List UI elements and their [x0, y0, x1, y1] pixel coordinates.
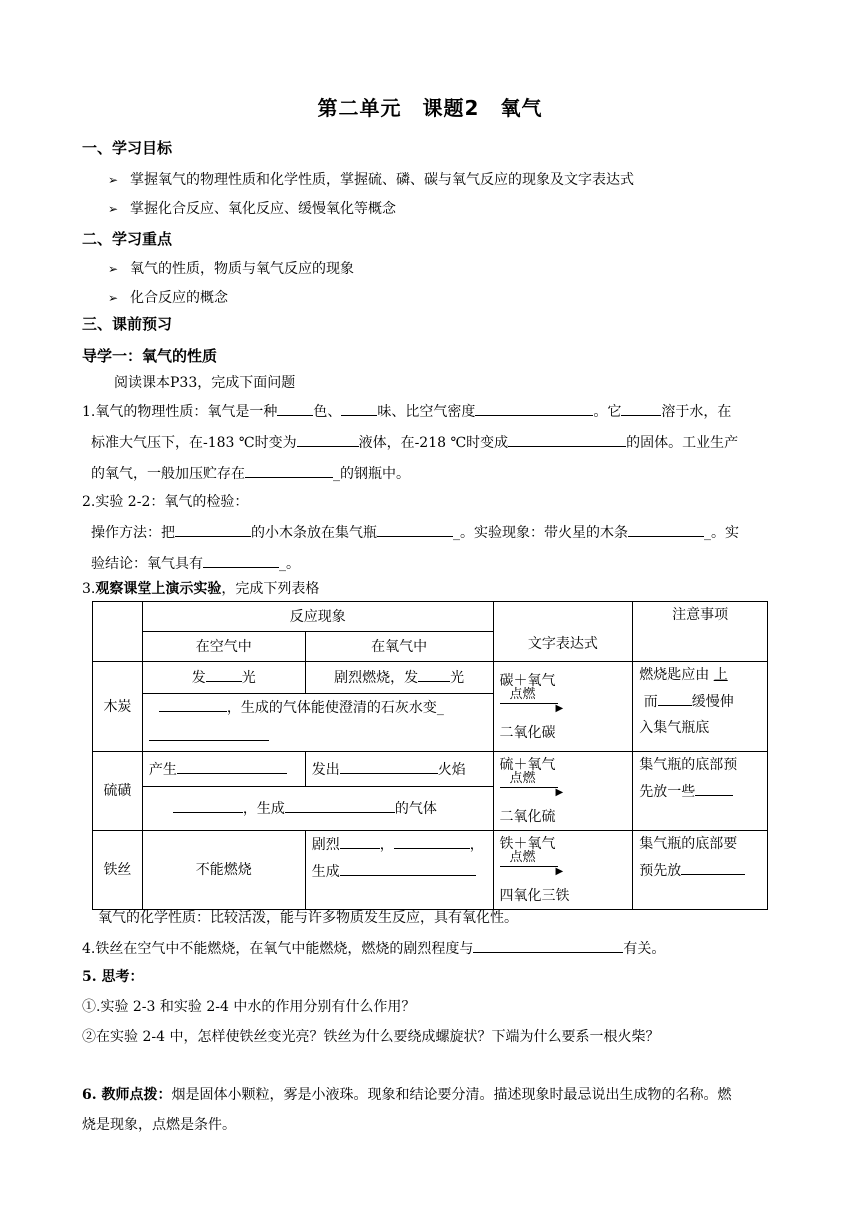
arrow-bullet-icon: ➢ [108, 291, 119, 305]
arrow-bullet-icon: ➢ [108, 173, 119, 187]
arrow-bullet-icon: ➢ [108, 262, 119, 276]
blank-iron-product[interactable] [340, 860, 476, 876]
blank-odor[interactable] [341, 400, 377, 416]
row-label-charcoal: 木炭 [93, 662, 143, 752]
iron-notes: 集气瓶的底部要 预先放 [633, 831, 768, 910]
blank-color[interactable] [277, 400, 313, 416]
section-heading-objectives: 一、学习目标 [82, 139, 173, 157]
header-equation: 文字表达式 [493, 602, 633, 662]
reaction-arrow-icon: 点燃 ▶ [500, 696, 570, 710]
reaction-arrow-icon: 点燃 ▶ [500, 780, 570, 794]
blank-conclusion[interactable] [203, 552, 279, 568]
blank-liquid[interactable] [297, 431, 359, 447]
question-4: 4.铁丝在空气中不能燃烧，在氧气中能燃烧，燃烧的剧烈程度与 有关。 [82, 937, 782, 960]
blank-charcoal-air-light[interactable] [206, 666, 242, 682]
header-phenomenon: 反应现象 [142, 602, 493, 632]
blank-charcoal-direction[interactable] [658, 690, 692, 706]
charcoal-air: 发 光 [142, 662, 305, 694]
blank-oxygen-concentration[interactable] [473, 937, 623, 953]
blank-charcoal-oxygen-light[interactable] [418, 666, 450, 682]
blank-sulfur-gas[interactable] [285, 797, 395, 813]
reading-instruction: 阅读课本P33，完成下面问题 [114, 375, 296, 391]
blank-phenomenon[interactable] [628, 521, 704, 537]
header-in-oxygen: 在氧气中 [305, 632, 493, 662]
blank-stick[interactable] [175, 521, 251, 537]
reaction-arrow-icon: 点燃 ▶ [500, 859, 570, 873]
charcoal-notes: 燃烧匙应由 上 而 缓慢伸 入集气瓶底 [633, 662, 768, 752]
keypoint-item-1: ➢ 氧气的性质，物质与氧气反应的现象 [108, 261, 354, 277]
objective-item-1: ➢ 掌握氧气的物理性质和化学性质，掌握硫、磷、碳与氧气反应的现象及文字表达式 [108, 172, 634, 188]
chemical-properties: 氧气的化学性质：比较活泼，能与许多物质发生反应，具有氧化性。 [98, 910, 518, 926]
question-2: 2.实验 2-2：氧气的检验： 操作方法：把 的小木条放在集气瓶 _。实验现象：带火星的木条 _。实 验结论：氧气具有 _。 [82, 494, 739, 572]
teacher-tips: 6. 教师点拨：烟是固体小颗粒，雾是小液珠。现象和结论要分清。描述现象时最忌说出生成物的名称。燃 烧是现象，点燃是条件。 [82, 1087, 732, 1133]
sulfur-equation: 硫＋氧气 点燃 ▶ 二氧化硫 [493, 752, 633, 831]
charcoal-equation: 碳＋氧气 点燃 ▶ 二氧化碳 [493, 662, 633, 752]
blank-position[interactable] [377, 521, 453, 537]
blank-iron-water[interactable] [681, 859, 745, 875]
blank-solubility[interactable] [621, 400, 661, 416]
header-notes: 注意事项 [633, 602, 768, 662]
blank-iron-combustion[interactable] [340, 833, 380, 849]
guide-heading: 导学一：氧气的性质 [82, 347, 218, 365]
blank-sulfur-heat[interactable] [173, 797, 243, 813]
arrow-bullet-icon: ➢ [108, 202, 119, 216]
keypoint-item-2: ➢ 化合反应的概念 [108, 290, 228, 306]
header-in-air: 在空气中 [142, 632, 305, 662]
page-title: 第二单元 课题2 氧气 [317, 96, 543, 120]
blank-cylinder[interactable] [245, 462, 333, 478]
sulfur-oxygen: 发出 火焰 [305, 752, 493, 787]
question-5-item-1: ①.实验 2-3 和实验 2-4 中水的作用分别有什么作用？ [82, 999, 416, 1015]
section-heading-preview: 三、课前预习 [82, 315, 173, 333]
iron-air: 不能燃烧 [142, 831, 305, 910]
section-heading-keypoints: 二、学习重点 [82, 230, 173, 248]
row-label-iron: 铁丝 [93, 831, 143, 910]
blank-charcoal-limewater[interactable] [149, 725, 269, 741]
sulfur-notes: 集气瓶的底部预 先放一些 [633, 752, 768, 831]
experiment-table [92, 601, 768, 910]
charcoal-oxygen: 剧烈燃烧，发 光 [305, 662, 493, 694]
blank-sulfur-oxygen-flame[interactable] [340, 758, 438, 774]
sulfur-common: ，生成 的气体 [142, 787, 493, 831]
iron-equation: 铁＋氧气 点燃 ▶ 四氧化三铁 [493, 831, 633, 910]
table-corner [93, 602, 143, 662]
blank-iron-sparks[interactable] [394, 833, 470, 849]
row-label-sulfur: 硫磺 [93, 752, 143, 831]
question-5-item-2: ②在实验 2-4 中，怎样使铁丝变光亮？铁丝为什么要绕成螺旋状？下端为什么要系一根火柴？ [82, 1029, 660, 1045]
question-1: 1.氧气的物理性质：氧气是一种 色、 味、比空气密度 。它 溶于水，在 标准大气压下，在-183 ℃时变为 液体，在-218 ℃时变成 的固体。工业生产 的氧气，一般加压贮存在 _的钢瓶中。 [82, 400, 782, 485]
iron-oxygen: 剧烈 ， ， 生成 [305, 831, 493, 910]
charcoal-common: ，生成的气体能使澄清的石灰水变_ [142, 694, 493, 752]
question-3: 3.观察课堂上演示实验，完成下列表格 [82, 581, 320, 597]
question-5-heading: 5. 思考： [82, 969, 144, 985]
objective-item-2: ➢ 掌握化合反应、氧化反应、缓慢氧化等概念 [108, 201, 396, 217]
blank-solid[interactable] [508, 431, 626, 447]
sulfur-air: 产生 [142, 752, 305, 787]
blank-density[interactable] [475, 400, 593, 416]
blank-charcoal-heat[interactable] [159, 696, 227, 712]
blank-sulfur-water[interactable] [695, 780, 733, 796]
blank-sulfur-air-flame[interactable] [177, 758, 287, 774]
